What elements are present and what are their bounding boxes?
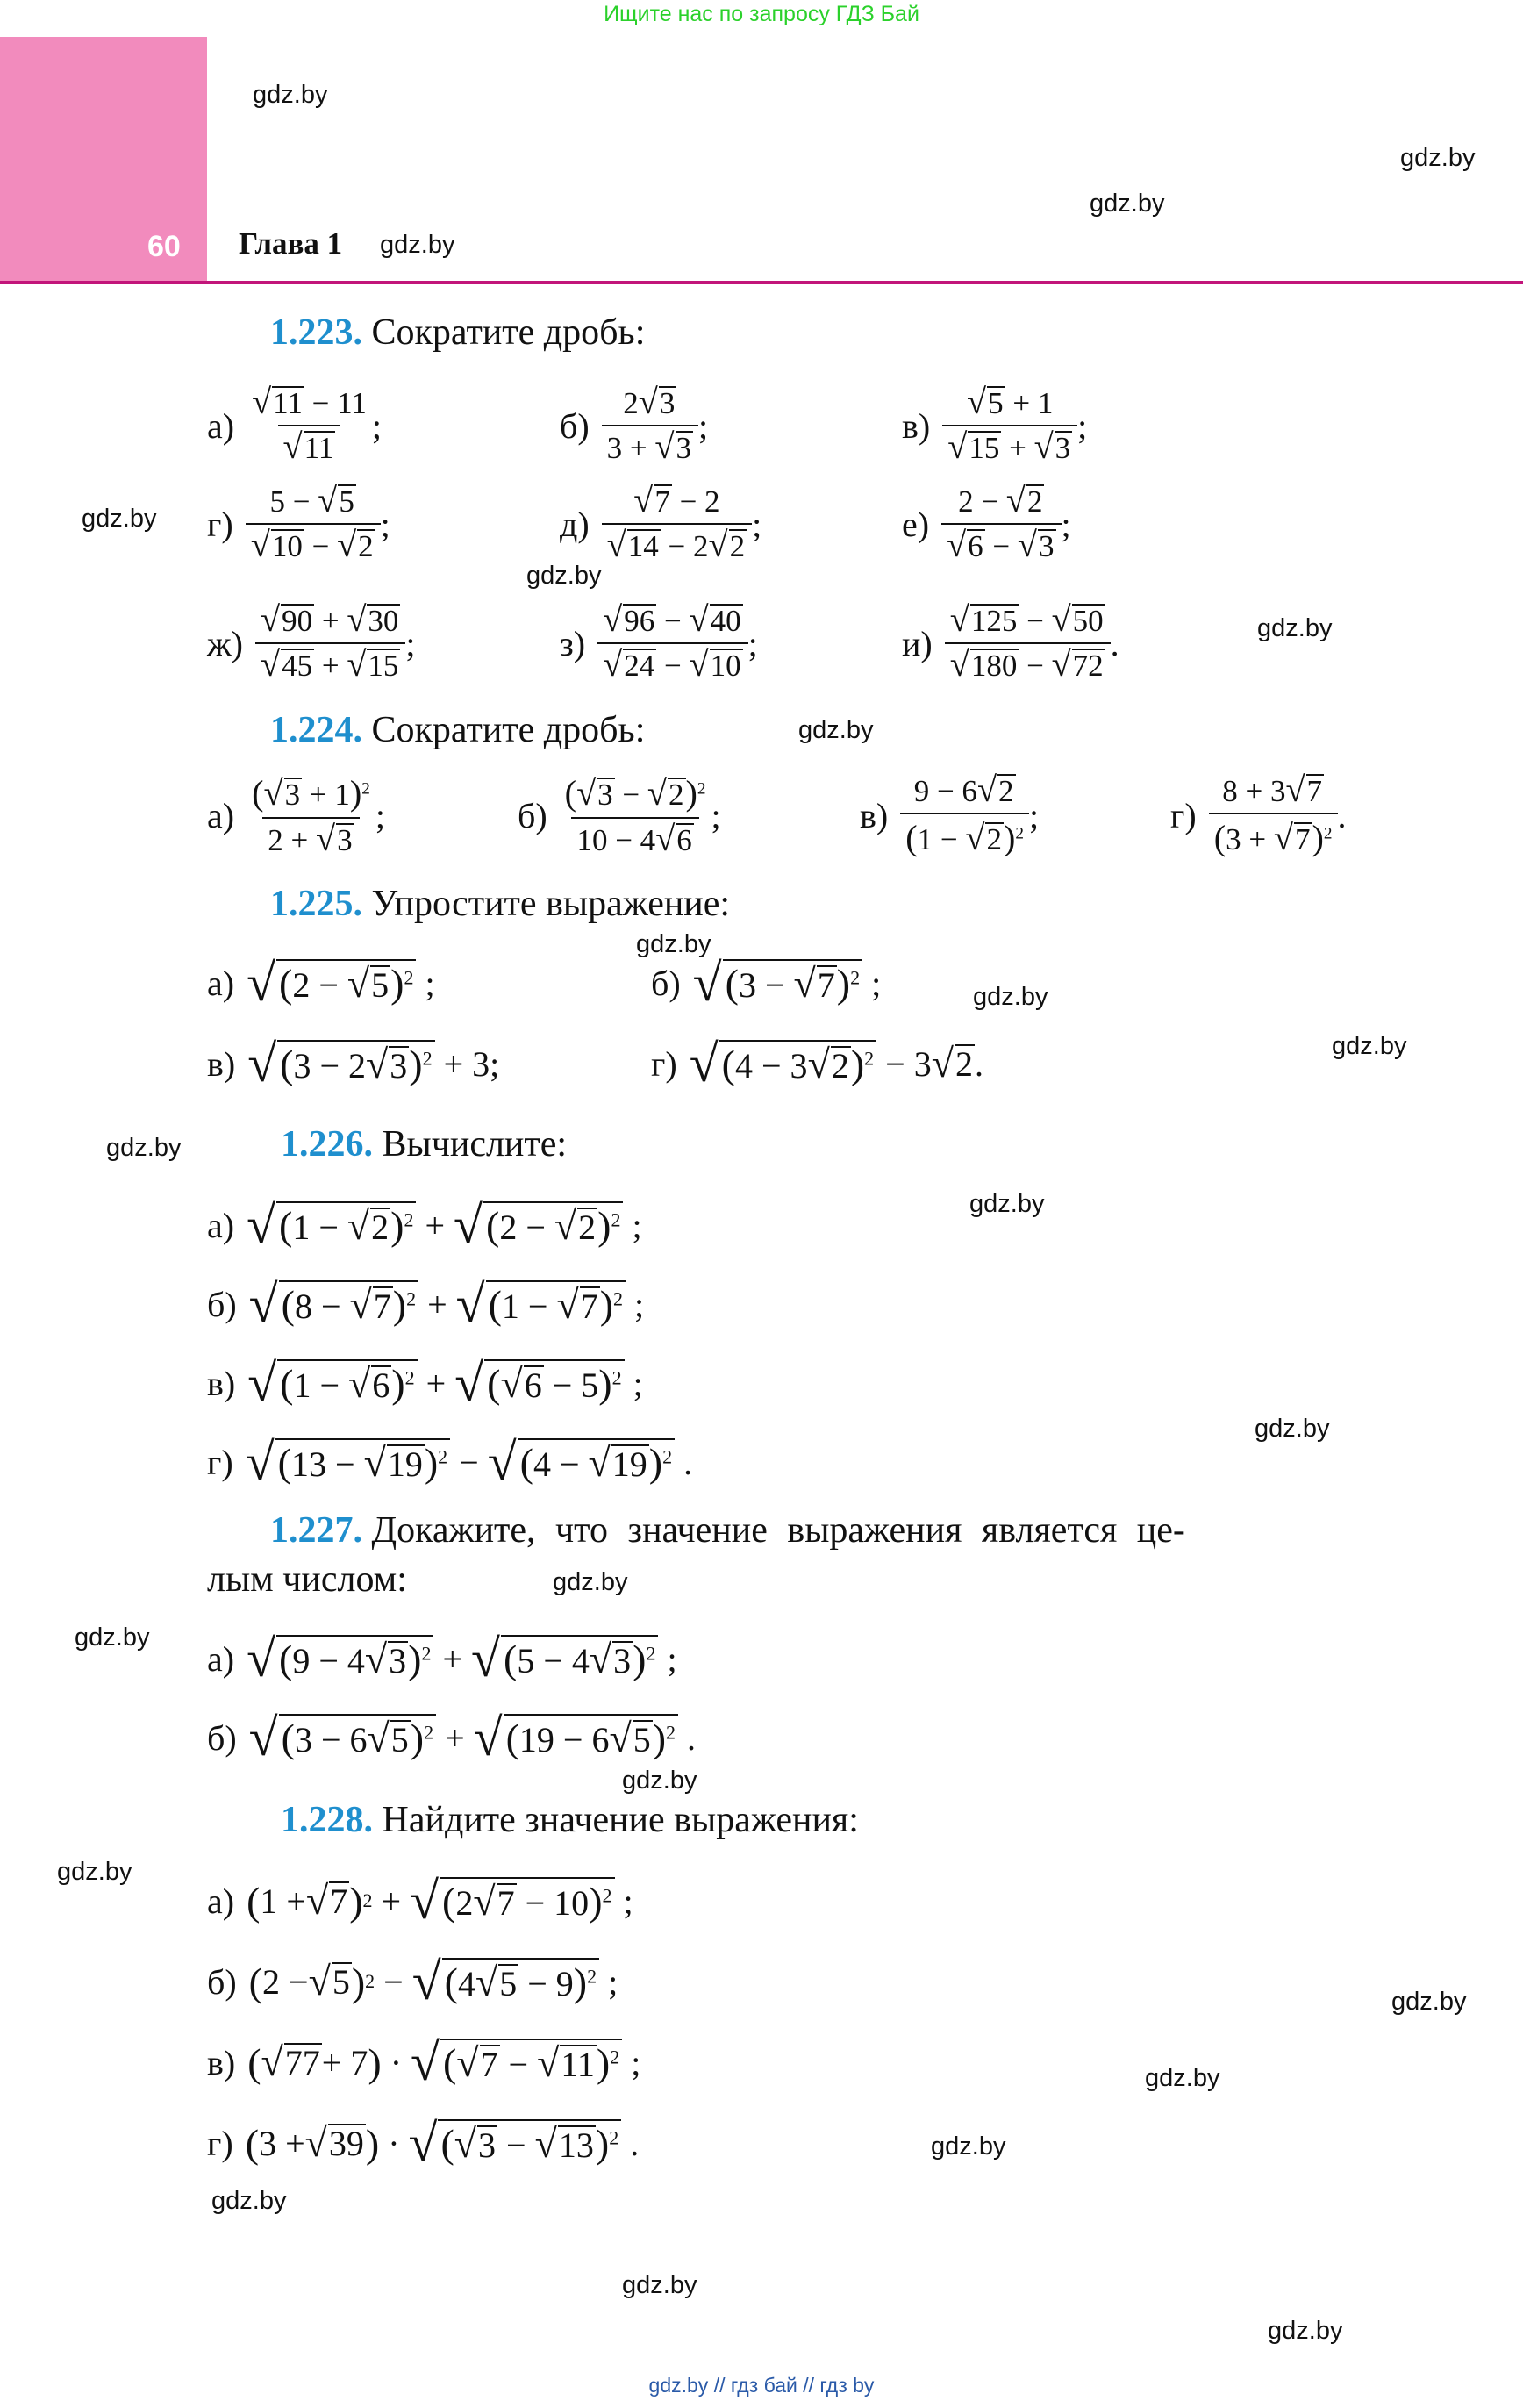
item-label: а) bbox=[207, 1881, 235, 1921]
watermark: gdz.by bbox=[106, 1134, 182, 1162]
exercise-number: 1.223. bbox=[270, 312, 362, 353]
exercise-item: в) $\frac{√5 + 1}{√15 + √3}$ ; bbox=[902, 382, 1088, 466]
item-label: а) bbox=[207, 1205, 235, 1245]
item-label: ж) bbox=[207, 623, 243, 663]
fraction: $\frac{√125 - √50}{√180 - √72}$ bbox=[945, 602, 1111, 684]
fraction: $\frac{√90 + √30}{√45 + √15}$ bbox=[255, 602, 405, 684]
exercise-item: а) √ $(1 - √2)^2$ + √ $(2 - √2)^2$ ; bbox=[207, 1196, 642, 1254]
watermark: gdz.by bbox=[526, 562, 602, 590]
item-label: а) bbox=[207, 405, 235, 446]
watermark: gdz.by bbox=[798, 716, 874, 744]
watermark: gdz.by bbox=[380, 231, 455, 259]
exercise-item: и) $\frac{√125 - √50}{√180 - √72}$ . bbox=[902, 599, 1119, 684]
exercise-item: г) ( 3 + √ 39 ) · √ $(√3 - √13)^2$ . bbox=[207, 2114, 640, 2172]
item-label: б) bbox=[518, 796, 547, 836]
watermark: gdz.by bbox=[1090, 190, 1165, 218]
item-label: а) bbox=[207, 796, 235, 836]
item-label: з) bbox=[560, 623, 586, 663]
exercise-item: з) $\frac{√96 - √40}{√24 - √10}$ ; bbox=[560, 599, 758, 684]
watermark: gdz.by bbox=[969, 1190, 1045, 1218]
watermark: gdz.by bbox=[622, 1767, 697, 1795]
exercise-item: а) √ $(2 - √5)^2$ ; bbox=[207, 954, 435, 1012]
watermark: gdz.by bbox=[553, 1568, 628, 1596]
exercise-item: в) √ $(3 - 2√3)^2$ + 3; bbox=[207, 1035, 500, 1093]
watermark: gdz.by bbox=[973, 983, 1048, 1011]
item-label: а) bbox=[207, 1638, 235, 1679]
watermark: gdz.by bbox=[1400, 144, 1476, 172]
exercise-item: б) ( 2 − √ 5 ) 2 − √ $(4√5 - 9)^2$ ; bbox=[207, 1953, 618, 2010]
chapter-title: Глава 1 bbox=[239, 226, 343, 261]
item-label: е) bbox=[902, 504, 930, 544]
item-label: г) bbox=[207, 504, 233, 544]
fraction: $\frac{√7 - 2}{√14 - 2√2}$ bbox=[602, 483, 752, 565]
exercise-item: а) $\frac{(√3 + 1)^2}{2 + √3}$ ; bbox=[207, 773, 385, 859]
watermark: gdz.by bbox=[57, 1858, 132, 1886]
fraction: $\frac{(√3 - √2)^2}{10 - 4√6}$ bbox=[564, 773, 706, 859]
exercise-item: ж) $\frac{√90 + √30}{√45 + √15}$ ; bbox=[207, 599, 416, 684]
fraction: $\frac{2 - √2}{√6 - √3}$ bbox=[941, 483, 1061, 565]
exercise-heading bbox=[281, 1799, 859, 1841]
item-label: в) bbox=[207, 1363, 236, 1403]
item-label: б) bbox=[560, 405, 590, 446]
watermark: gdz.by bbox=[253, 81, 328, 109]
exercise-heading bbox=[281, 1123, 567, 1165]
watermark: gdz.by bbox=[1145, 2064, 1220, 2092]
exercise-item: д) $\frac{√7 - 2}{√14 - 2√2}$ ; bbox=[560, 480, 762, 564]
exercise-title: Вычислите: bbox=[382, 1124, 568, 1165]
exercise-title: Упростите выражение: bbox=[371, 884, 731, 924]
item-label: б) bbox=[651, 963, 681, 1003]
exercise-item: г) √ $(13 - √19)^2$ − √ $(4 - √19)^2$ . bbox=[207, 1433, 693, 1491]
watermark: gdz.by bbox=[82, 505, 157, 533]
search-banner: Ищите нас по запросу ГДЗ Бай bbox=[604, 2, 919, 26]
exercise-item: г) √ $(4 - 3√2)^2$ − 3 √ 2 . bbox=[651, 1035, 983, 1093]
watermark: gdz.by bbox=[1391, 1988, 1467, 2016]
fraction: $\frac{√5 + 1}{√15 + √3}$ bbox=[942, 384, 1077, 467]
watermark: gdz.by bbox=[622, 2271, 697, 2299]
fraction: $\frac{√11 - 11}{√11}$ bbox=[252, 382, 367, 466]
exercise-heading bbox=[270, 883, 730, 925]
exercise-title: Найдите значение выражения: bbox=[382, 1800, 859, 1840]
exercise-item: а) √ $(9 - 4√3)^2$ + √ $(5 - 4√3)^2$ ; bbox=[207, 1630, 677, 1688]
item-label: г) bbox=[207, 2123, 233, 2163]
footer-links[interactable]: gdz.by // гдз бай // гдз by bbox=[648, 2374, 875, 2397]
exercise-number: 1.228. bbox=[281, 1800, 373, 1840]
fraction: $\frac{2√3}{3 + √3}$ bbox=[602, 384, 698, 467]
item-label: б) bbox=[207, 1717, 237, 1758]
watermark: gdz.by bbox=[75, 1623, 150, 1652]
watermark: gdz.by bbox=[211, 2187, 287, 2215]
exercise-title: Сократите дробь: bbox=[371, 710, 646, 750]
item-label: б) bbox=[207, 1284, 237, 1324]
watermark: gdz.by bbox=[1332, 1032, 1407, 1060]
exercise-item: г) $\frac{8 + 3√7}{(3 + √7)^2}$ . bbox=[1170, 772, 1347, 859]
exercise-item: б) √ $(3 - 6√5)^2$ + √ $(19 - 6√5)^2$ . bbox=[207, 1709, 697, 1767]
exercise-number: 1.226. bbox=[281, 1124, 373, 1165]
exercise-item: в) √ $(1 - √6)^2$ + √ $(√6 - 5)^2$ ; bbox=[207, 1354, 643, 1412]
item-label: б) bbox=[207, 1961, 237, 2002]
item-label: г) bbox=[651, 1043, 677, 1084]
item-label: в) bbox=[207, 1043, 236, 1084]
fraction: $\frac{(√3 + 1)^2}{2 + √3}$ bbox=[252, 773, 370, 859]
exercise-item: в) $\frac{9 - 6√2}{(1 - √2)^2}$ ; bbox=[860, 772, 1039, 859]
exercise-item: б) √ $(8 - √7)^2$ + √ $(1 - √7)^2$ ; bbox=[207, 1275, 645, 1333]
watermark: gdz.by bbox=[1257, 614, 1333, 642]
exercise-number: 1.224. bbox=[270, 710, 362, 750]
exercise-heading bbox=[270, 1509, 1185, 1552]
exercise-item: е) $\frac{2 - √2}{√6 - √3}$ ; bbox=[902, 480, 1071, 564]
fraction: $\frac{√96 - √40}{√24 - √10}$ bbox=[597, 602, 747, 684]
exercise-item: б) $\frac{2√3}{3 + √3}$ ; bbox=[560, 382, 709, 466]
item-label: и) bbox=[902, 623, 933, 663]
fraction: $\frac{9 - 6√2}{(1 - √2)^2}$ bbox=[900, 772, 1029, 859]
exercise-heading bbox=[270, 709, 645, 751]
exercise-item: б) $\frac{(√3 - √2)^2}{10 - 4√6}$ ; bbox=[518, 773, 721, 859]
exercise-heading bbox=[270, 312, 645, 354]
fraction: $\frac{5 - √5}{√10 - √2}$ bbox=[246, 483, 381, 565]
item-label: в) bbox=[860, 796, 889, 836]
fraction: $\frac{8 + 3√7}{(3 + √7)^2}$ bbox=[1209, 772, 1338, 859]
exercise-item: а) ( 1 + √ 7 ) 2 + √ $(2√7 - 10)^2$ ; bbox=[207, 1872, 633, 1930]
item-label: д) bbox=[560, 504, 590, 544]
exercise-item: в) ( √ 77 + 7 ) · √ $(√7 - √11)^2$ ; bbox=[207, 2033, 641, 2091]
watermark: gdz.by bbox=[1255, 1415, 1330, 1443]
item-label: г) bbox=[1170, 796, 1197, 836]
item-label: а) bbox=[207, 963, 235, 1003]
exercise-item: г) $\frac{5 - √5}{√10 - √2}$ ; bbox=[207, 480, 390, 564]
exercise-title: Докажите, что значение выражения является це- bbox=[371, 1510, 1185, 1551]
page-number: 60 bbox=[147, 230, 181, 263]
exercise-item: а) $\frac{√11 - 11}{√11}$ ; bbox=[207, 382, 382, 466]
watermark: gdz.by bbox=[636, 930, 711, 958]
exercise-number: 1.225. bbox=[270, 884, 362, 924]
exercise-item: б) √ $(3 - √7)^2$ ; bbox=[651, 954, 882, 1012]
exercise-title: Сократите дробь: bbox=[371, 312, 646, 353]
exercise-title-continued: лым числом: bbox=[207, 1559, 407, 1600]
exercise-number: 1.227. bbox=[270, 1510, 362, 1551]
item-label: г) bbox=[207, 1442, 233, 1482]
item-label: в) bbox=[902, 405, 931, 446]
watermark: gdz.by bbox=[931, 2132, 1006, 2161]
item-label: в) bbox=[207, 2042, 236, 2082]
header-rule bbox=[0, 281, 1523, 284]
watermark: gdz.by bbox=[1268, 2317, 1343, 2345]
